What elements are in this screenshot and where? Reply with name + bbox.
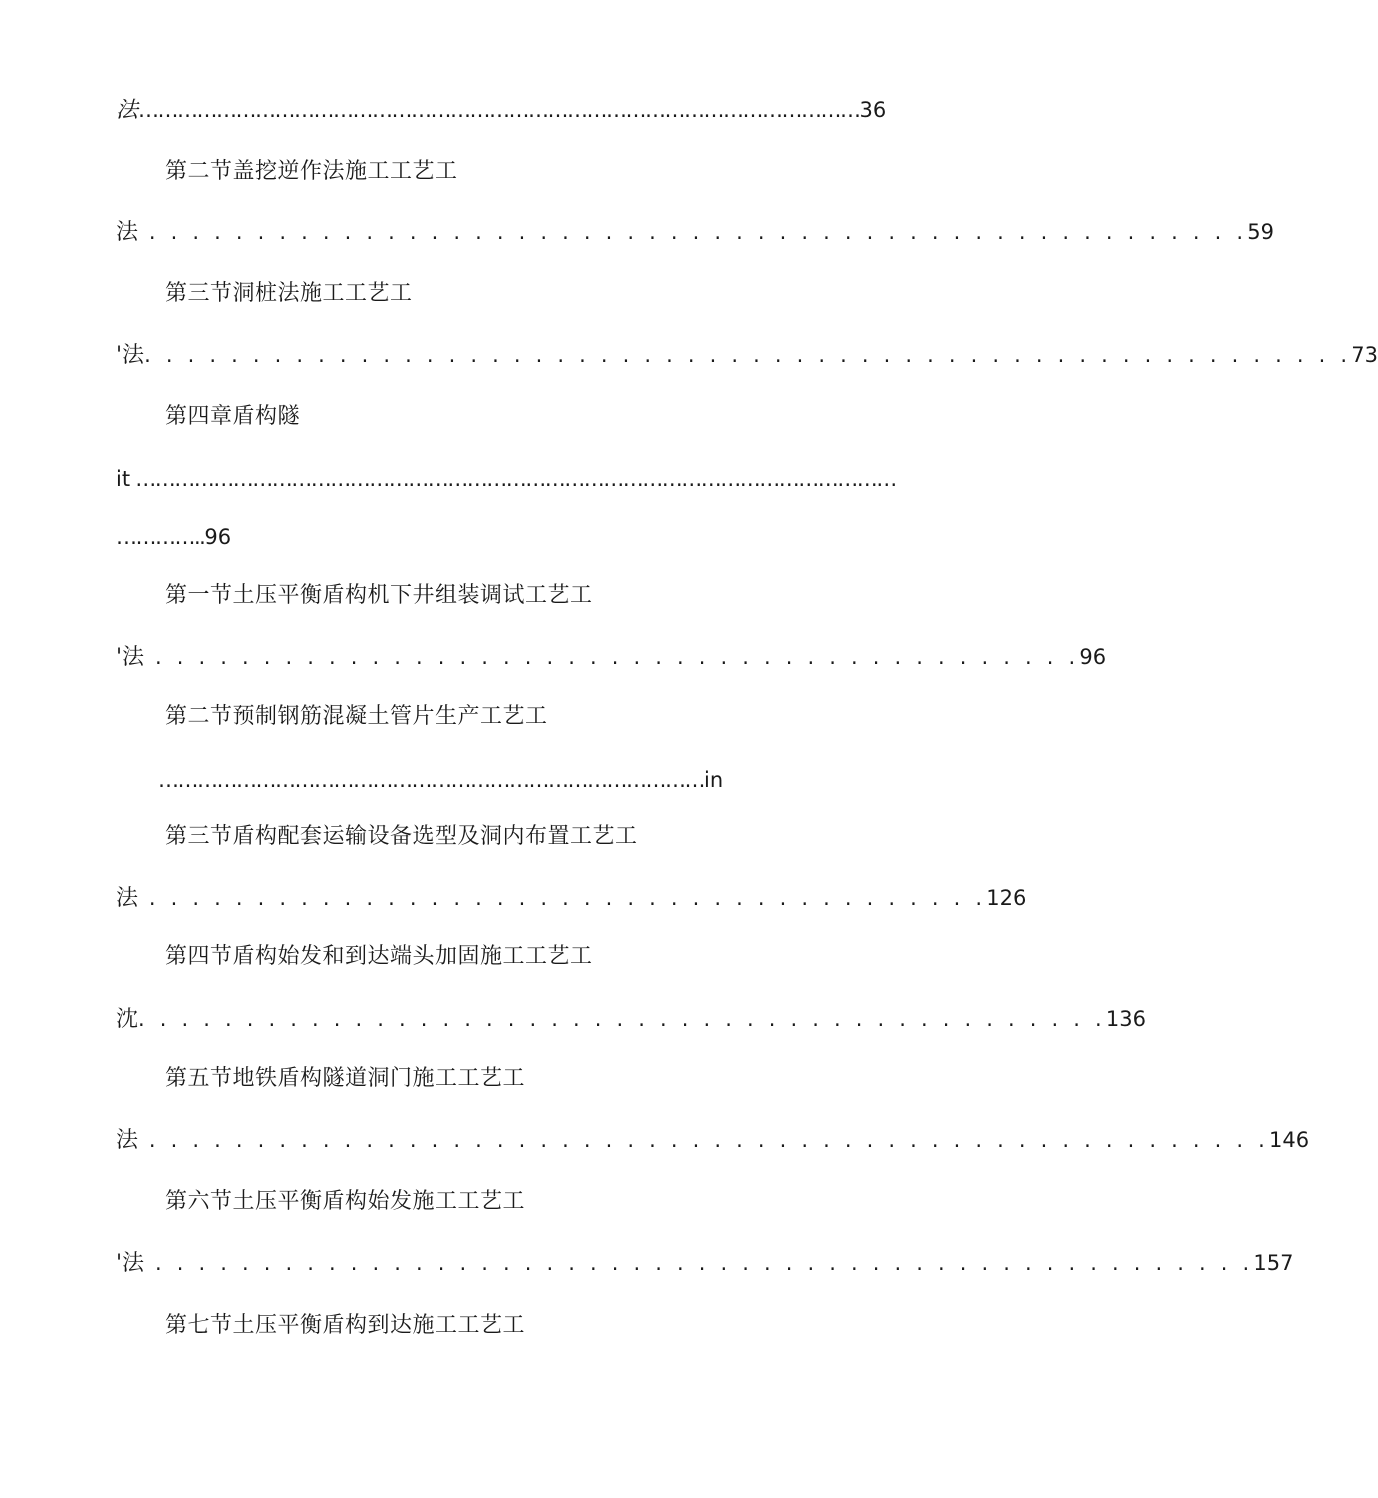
toc-entry <box>116 98 887 123</box>
toc-entry-lead: it <box>116 467 131 491</box>
toc-entry-lead: 法 <box>116 886 139 911</box>
toc-heading: 第二节盖挖逆作法施工工艺工 <box>165 159 458 184</box>
toc-entry <box>116 527 316 548</box>
toc-entry-lead: 法 <box>116 98 139 123</box>
toc-leader-dots: . . . . . . . . . . . . . . . . . . . . . . . . . . . . . . . . . . . . . . . . . . . . . . . . . . . . <box>138 1128 1270 1152</box>
toc-entry <box>116 1007 1147 1032</box>
toc-page-number: 36 <box>859 98 887 122</box>
toc-leader-dots: ………………………………………………………………………… <box>158 768 704 792</box>
toc-entry-lead: 法 <box>116 220 139 245</box>
toc-entry <box>116 467 896 491</box>
toc-entry-lead: 法 <box>116 1128 139 1153</box>
toc-entry-lead: 沈 <box>116 1007 139 1032</box>
toc-page-number: 126 <box>986 886 1027 910</box>
toc-heading: 第二节预制钢筋混凝土管片生产工艺工 <box>165 704 548 729</box>
toc-entry <box>158 768 724 792</box>
toc-entry <box>116 343 1378 368</box>
toc-heading: 第六节土压平衡盾构始发施工工艺工 <box>165 1189 526 1214</box>
toc-page-number: 96 <box>1079 645 1107 669</box>
toc-entry <box>116 645 1107 670</box>
toc-entry-lead: '法 <box>116 1251 145 1276</box>
toc-heading: 第四章盾构隧 <box>165 404 301 429</box>
toc-heading: 第三节盾构配套运输设备选型及洞内布置工艺工 <box>165 824 638 849</box>
toc-page-number: 136 <box>1105 1007 1147 1031</box>
toc-page-number: 157 <box>1253 1251 1294 1275</box>
toc-leader-dots: ……………………………………………………………………………………………………… <box>130 467 896 491</box>
toc-leader-dots: . . . . . . . . . . . . . . . . . . . . . . . . . . . . . . . . . . . . . . . . . . . . . . . . . . . . . . . . <box>144 343 1352 367</box>
toc-heading: 第七节土压平衡盾构到达施工工艺工 <box>165 1313 526 1338</box>
toc-entry <box>116 886 1027 911</box>
toc-entry <box>116 220 1275 245</box>
toc-leader-dots: . . . . . . . . . . . . . . . . . . . . . . . . . . . . . . . . . . . . . . . . . . . . . . . . . . . <box>138 220 1248 244</box>
toc-entry <box>116 1251 1294 1276</box>
toc-leader-dots: . . . . . . . . . . . . . . . . . . . . . . . . . . . . . . . . . . . . . . . <box>138 886 987 910</box>
toc-leader-dots: ………………………………………………………………………………………………… <box>138 98 860 122</box>
toc-heading: 第三节洞桩法施工工艺工 <box>165 281 413 306</box>
toc-entry-lead: '法 <box>116 343 145 368</box>
toc-leader-dots: . . . . . . . . . . . . . . . . . . . . . . . . . . . . . . . . . . . . . . . . . . . <box>144 645 1080 669</box>
toc-entry <box>116 1128 1310 1153</box>
toc-page-number: 73 <box>1351 343 1378 367</box>
toc-leader-dots: . . . . . . . . . . . . . . . . . . . . . . . . . . . . . . . . . . . . . . . . . . . . . <box>138 1007 1106 1031</box>
toc-page-number: in <box>704 768 724 792</box>
toc-entry-lead: '法 <box>116 645 145 670</box>
toc-page-number: 96 <box>204 525 232 549</box>
toc-heading: 第四节盾构始发和到达端头加固施工工艺工 <box>165 944 593 969</box>
toc-page-number: 59 <box>1247 220 1275 244</box>
toc-heading: 第五节地铁盾构隧道洞门施工工艺工 <box>165 1066 526 1091</box>
toc-heading: 第一节土压平衡盾构机下井组装调试工艺工 <box>165 583 593 608</box>
toc-leader-dots: . . . . . . . . . . . . . . . . . . . . . . . . . . . . . . . . . . . . . . . . . . . . . . . . . . . <box>144 1251 1254 1275</box>
toc-leader-dots: ………….. <box>116 525 205 549</box>
toc-page-number: 146 <box>1269 1128 1310 1152</box>
